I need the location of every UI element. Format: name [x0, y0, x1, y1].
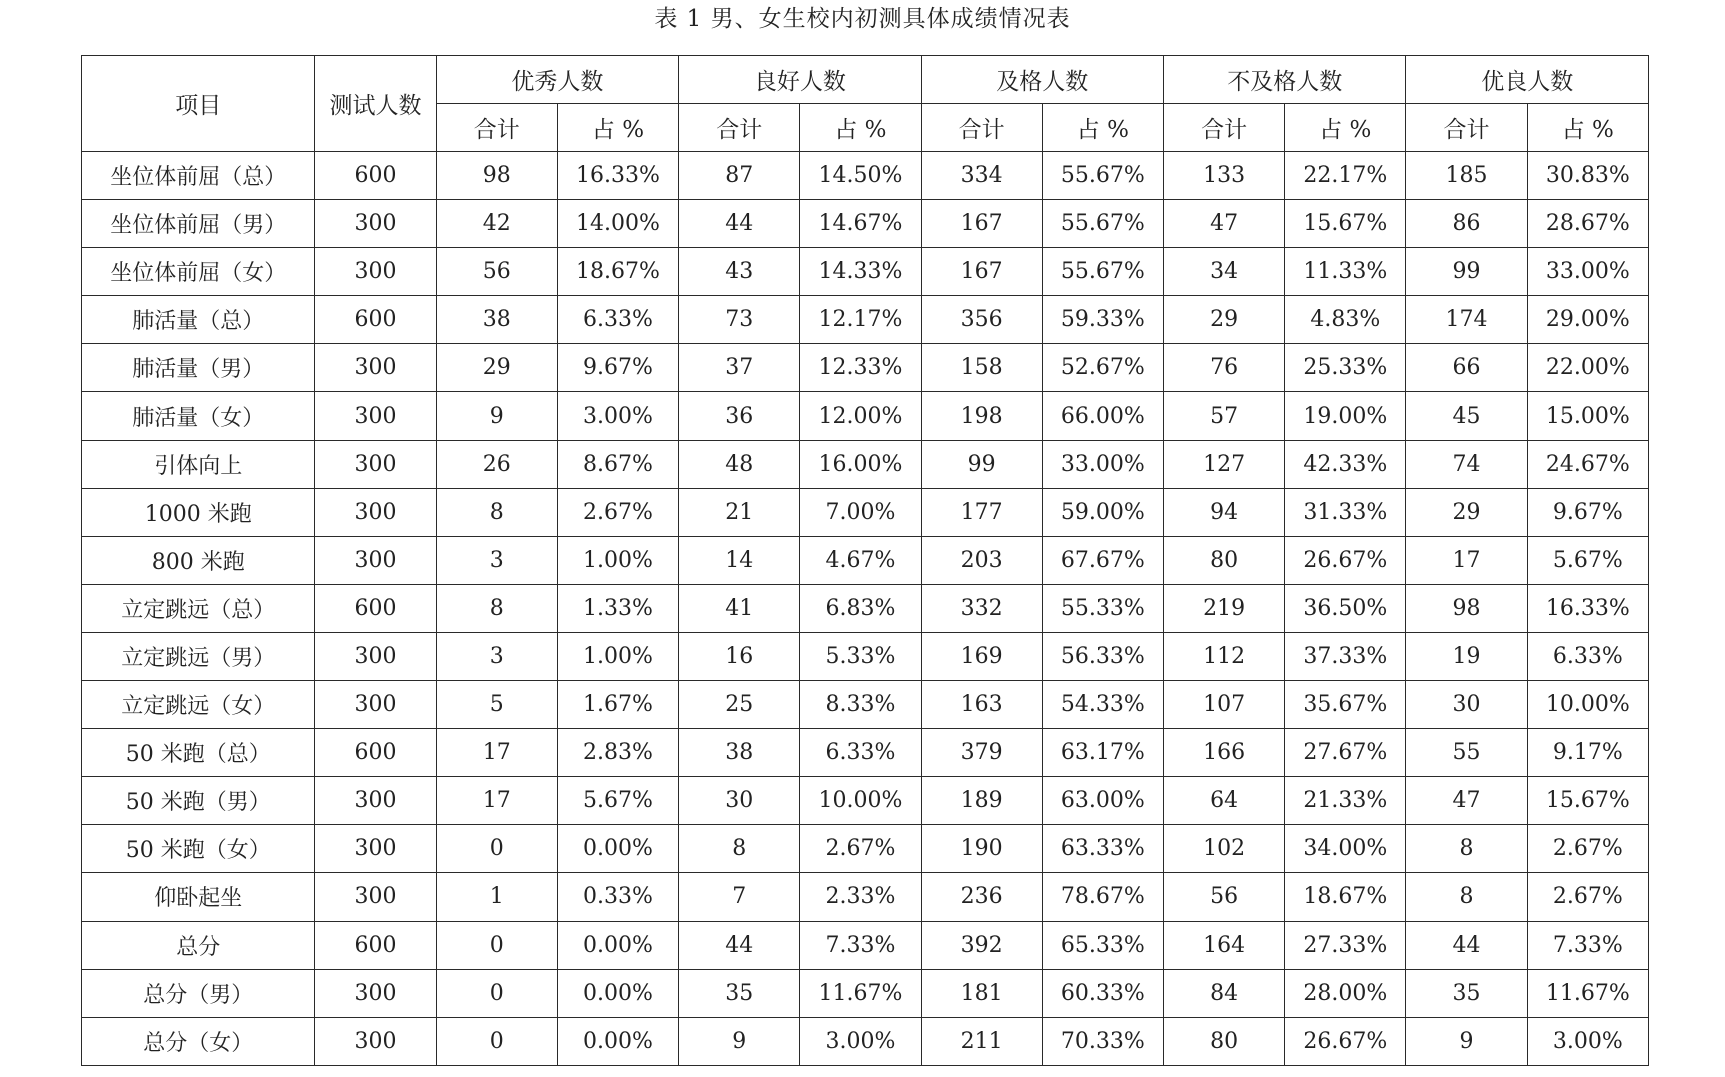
table-row [82, 921, 1649, 969]
cell-fail-pct: 36.50% [1285, 584, 1406, 632]
cell-excellent-pct: 8.67% [557, 440, 678, 488]
cell-fail-pct: 27.33% [1285, 921, 1406, 969]
cell-good-pct: 8.33% [800, 681, 921, 729]
cell-fail-count: 47 [1163, 200, 1284, 248]
cell-excellent-good-count: 74 [1406, 440, 1527, 488]
cell-excellent-count: 26 [436, 440, 557, 488]
cell-excellent-good-pct: 9.67% [1527, 488, 1648, 536]
cell-good-pct: 7.00% [800, 488, 921, 536]
header-sub-pct: 占 % [1527, 104, 1648, 152]
cell-excellent-count: 0 [436, 921, 557, 969]
cell-fail-count: 76 [1163, 344, 1284, 392]
cell-excellent-good-count: 185 [1406, 152, 1527, 200]
cell-item: 50 米跑（男） [82, 777, 315, 825]
cell-pass-pct: 67.67% [1042, 536, 1163, 584]
header-sub-total: 合计 [679, 104, 800, 152]
cell-excellent-good-pct: 11.67% [1527, 969, 1648, 1017]
table-row [82, 681, 1649, 729]
cell-excellent-good-pct: 7.33% [1527, 921, 1648, 969]
table-row [82, 969, 1649, 1017]
cell-fail-pct: 31.33% [1285, 488, 1406, 536]
cell-pass-pct: 59.33% [1042, 296, 1163, 344]
cell-pass-count: 189 [921, 777, 1042, 825]
cell-pass-count: 181 [921, 969, 1042, 1017]
cell-good-count: 21 [679, 488, 800, 536]
cell-excellent-good-pct: 28.67% [1527, 200, 1648, 248]
cell-excellent-good-pct: 5.67% [1527, 536, 1648, 584]
cell-fail-count: 80 [1163, 536, 1284, 584]
cell-good-count: 14 [679, 536, 800, 584]
cell-tested: 300 [315, 392, 436, 440]
table-row [82, 1017, 1649, 1065]
cell-good-pct: 14.50% [800, 152, 921, 200]
table-row [82, 152, 1649, 200]
cell-good-count: 16 [679, 632, 800, 680]
cell-excellent-good-count: 9 [1406, 1017, 1527, 1065]
cell-tested: 300 [315, 1017, 436, 1065]
cell-pass-count: 379 [921, 729, 1042, 777]
cell-good-pct: 4.67% [800, 536, 921, 584]
cell-pass-pct: 59.00% [1042, 488, 1163, 536]
cell-excellent-good-pct: 2.67% [1527, 873, 1648, 921]
cell-item: 肺活量（女） [82, 392, 315, 440]
cell-item: 肺活量（男） [82, 344, 315, 392]
cell-pass-pct: 65.33% [1042, 921, 1163, 969]
cell-item: 50 米跑（总） [82, 729, 315, 777]
cell-pass-count: 392 [921, 921, 1042, 969]
cell-item: 引体向上 [82, 440, 315, 488]
header-sub-pct: 占 % [1285, 104, 1406, 152]
table-row [82, 488, 1649, 536]
cell-excellent-count: 0 [436, 825, 557, 873]
cell-excellent-good-count: 174 [1406, 296, 1527, 344]
cell-pass-pct: 55.33% [1042, 584, 1163, 632]
cell-excellent-count: 1 [436, 873, 557, 921]
cell-excellent-pct: 14.00% [557, 200, 678, 248]
cell-excellent-count: 38 [436, 296, 557, 344]
header-group-good: 良好人数 [679, 56, 921, 104]
table-row [82, 536, 1649, 584]
cell-good-pct: 6.83% [800, 584, 921, 632]
cell-excellent-pct: 0.00% [557, 969, 678, 1017]
cell-excellent-good-pct: 29.00% [1527, 296, 1648, 344]
header-sub-total: 合计 [436, 104, 557, 152]
table-row [82, 248, 1649, 296]
cell-fail-count: 127 [1163, 440, 1284, 488]
cell-good-pct: 2.33% [800, 873, 921, 921]
cell-good-count: 37 [679, 344, 800, 392]
cell-pass-pct: 33.00% [1042, 440, 1163, 488]
cell-tested: 300 [315, 248, 436, 296]
cell-tested: 600 [315, 152, 436, 200]
cell-excellent-good-count: 86 [1406, 200, 1527, 248]
cell-fail-pct: 26.67% [1285, 536, 1406, 584]
table-row [82, 440, 1649, 488]
cell-excellent-pct: 6.33% [557, 296, 678, 344]
cell-item: 肺活量（总） [82, 296, 315, 344]
table-row [82, 729, 1649, 777]
cell-pass-pct: 56.33% [1042, 632, 1163, 680]
cell-item: 总分（女） [82, 1017, 315, 1065]
cell-excellent-count: 17 [436, 729, 557, 777]
cell-fail-count: 80 [1163, 1017, 1284, 1065]
cell-tested: 300 [315, 440, 436, 488]
cell-excellent-good-count: 98 [1406, 584, 1527, 632]
cell-pass-count: 236 [921, 873, 1042, 921]
cell-fail-count: 29 [1163, 296, 1284, 344]
table-row [82, 873, 1649, 921]
cell-good-count: 9 [679, 1017, 800, 1065]
cell-tested: 300 [315, 969, 436, 1017]
cell-pass-count: 332 [921, 584, 1042, 632]
cell-pass-count: 169 [921, 632, 1042, 680]
table-row [82, 584, 1649, 632]
cell-pass-pct: 55.67% [1042, 152, 1163, 200]
cell-pass-pct: 52.67% [1042, 344, 1163, 392]
cell-fail-count: 112 [1163, 632, 1284, 680]
cell-fail-pct: 18.67% [1285, 873, 1406, 921]
cell-good-pct: 12.33% [800, 344, 921, 392]
cell-excellent-pct: 16.33% [557, 152, 678, 200]
cell-good-pct: 12.00% [800, 392, 921, 440]
cell-good-pct: 2.67% [800, 825, 921, 873]
cell-pass-pct: 66.00% [1042, 392, 1163, 440]
cell-excellent-count: 56 [436, 248, 557, 296]
cell-good-pct: 6.33% [800, 729, 921, 777]
cell-tested: 300 [315, 344, 436, 392]
cell-excellent-good-pct: 16.33% [1527, 584, 1648, 632]
cell-excellent-good-count: 47 [1406, 777, 1527, 825]
cell-good-pct: 12.17% [800, 296, 921, 344]
cell-pass-count: 334 [921, 152, 1042, 200]
table-row [82, 777, 1649, 825]
cell-excellent-count: 8 [436, 488, 557, 536]
cell-good-count: 41 [679, 584, 800, 632]
header-group-pass: 及格人数 [921, 56, 1163, 104]
header-group-excellent: 优秀人数 [436, 56, 678, 104]
cell-good-count: 36 [679, 392, 800, 440]
cell-excellent-good-pct: 10.00% [1527, 681, 1648, 729]
cell-fail-count: 133 [1163, 152, 1284, 200]
cell-good-count: 38 [679, 729, 800, 777]
cell-pass-pct: 63.33% [1042, 825, 1163, 873]
cell-fail-count: 107 [1163, 681, 1284, 729]
cell-excellent-count: 9 [436, 392, 557, 440]
cell-excellent-good-pct: 33.00% [1527, 248, 1648, 296]
cell-item: 坐位体前屈（女） [82, 248, 315, 296]
header-item: 项目 [82, 56, 315, 152]
cell-excellent-pct: 1.00% [557, 536, 678, 584]
cell-tested: 300 [315, 200, 436, 248]
cell-pass-count: 198 [921, 392, 1042, 440]
cell-excellent-count: 29 [436, 344, 557, 392]
cell-pass-count: 167 [921, 200, 1042, 248]
cell-good-pct: 5.33% [800, 632, 921, 680]
cell-item: 总分（男） [82, 969, 315, 1017]
cell-item: 坐位体前屈（总） [82, 152, 315, 200]
cell-fail-pct: 37.33% [1285, 632, 1406, 680]
cell-fail-pct: 15.67% [1285, 200, 1406, 248]
cell-fail-pct: 27.67% [1285, 729, 1406, 777]
cell-tested: 300 [315, 536, 436, 584]
header-tested: 测试人数 [315, 56, 436, 152]
header-sub-pct: 占 % [1042, 104, 1163, 152]
cell-fail-pct: 19.00% [1285, 392, 1406, 440]
cell-good-count: 87 [679, 152, 800, 200]
cell-fail-count: 94 [1163, 488, 1284, 536]
cell-excellent-good-count: 66 [1406, 344, 1527, 392]
cell-excellent-good-pct: 6.33% [1527, 632, 1648, 680]
cell-good-count: 7 [679, 873, 800, 921]
table-body [82, 152, 1649, 1066]
cell-excellent-good-count: 19 [1406, 632, 1527, 680]
cell-excellent-good-count: 30 [1406, 681, 1527, 729]
cell-excellent-count: 0 [436, 969, 557, 1017]
header-sub-total: 合计 [921, 104, 1042, 152]
cell-fail-pct: 25.33% [1285, 344, 1406, 392]
cell-good-pct: 10.00% [800, 777, 921, 825]
cell-excellent-good-count: 17 [1406, 536, 1527, 584]
cell-excellent-count: 8 [436, 584, 557, 632]
cell-excellent-good-pct: 24.67% [1527, 440, 1648, 488]
cell-pass-pct: 78.67% [1042, 873, 1163, 921]
cell-fail-count: 84 [1163, 969, 1284, 1017]
cell-excellent-pct: 2.67% [557, 488, 678, 536]
results-table [81, 55, 1649, 1066]
cell-pass-pct: 55.67% [1042, 200, 1163, 248]
cell-item: 800 米跑 [82, 536, 315, 584]
cell-excellent-good-count: 35 [1406, 969, 1527, 1017]
cell-pass-count: 203 [921, 536, 1042, 584]
table-caption: 表 1 男、女生校内初测具体成绩情况表 [654, 6, 1071, 32]
cell-tested: 600 [315, 729, 436, 777]
cell-excellent-good-count: 29 [1406, 488, 1527, 536]
cell-excellent-good-count: 99 [1406, 248, 1527, 296]
cell-pass-pct: 63.00% [1042, 777, 1163, 825]
cell-excellent-good-pct: 15.00% [1527, 392, 1648, 440]
cell-excellent-count: 42 [436, 200, 557, 248]
cell-item: 立定跳远（总） [82, 584, 315, 632]
cell-good-count: 25 [679, 681, 800, 729]
cell-excellent-good-pct: 3.00% [1527, 1017, 1648, 1065]
cell-excellent-good-pct: 30.83% [1527, 152, 1648, 200]
table-row [82, 392, 1649, 440]
cell-item: 立定跳远（男） [82, 632, 315, 680]
cell-fail-count: 102 [1163, 825, 1284, 873]
cell-fail-pct: 26.67% [1285, 1017, 1406, 1065]
cell-tested: 600 [315, 921, 436, 969]
cell-fail-count: 34 [1163, 248, 1284, 296]
cell-tested: 300 [315, 681, 436, 729]
cell-good-count: 43 [679, 248, 800, 296]
cell-fail-pct: 11.33% [1285, 248, 1406, 296]
header-row-groups [82, 56, 1649, 104]
cell-pass-count: 158 [921, 344, 1042, 392]
cell-item: 坐位体前屈（男） [82, 200, 315, 248]
cell-fail-count: 219 [1163, 584, 1284, 632]
cell-excellent-pct: 0.00% [557, 921, 678, 969]
cell-tested: 300 [315, 873, 436, 921]
cell-item: 1000 米跑 [82, 488, 315, 536]
cell-good-pct: 16.00% [800, 440, 921, 488]
cell-excellent-good-count: 8 [1406, 873, 1527, 921]
cell-excellent-pct: 5.67% [557, 777, 678, 825]
cell-good-pct: 3.00% [800, 1017, 921, 1065]
cell-tested: 600 [315, 296, 436, 344]
cell-excellent-pct: 2.83% [557, 729, 678, 777]
cell-good-count: 35 [679, 969, 800, 1017]
cell-good-pct: 11.67% [800, 969, 921, 1017]
cell-excellent-good-count: 8 [1406, 825, 1527, 873]
table-row [82, 200, 1649, 248]
cell-excellent-count: 17 [436, 777, 557, 825]
cell-excellent-count: 5 [436, 681, 557, 729]
cell-pass-count: 99 [921, 440, 1042, 488]
cell-excellent-count: 0 [436, 1017, 557, 1065]
header-sub-total: 合计 [1406, 104, 1527, 152]
table-row [82, 825, 1649, 873]
cell-excellent-count: 3 [436, 536, 557, 584]
cell-excellent-count: 98 [436, 152, 557, 200]
cell-excellent-good-count: 45 [1406, 392, 1527, 440]
cell-pass-count: 177 [921, 488, 1042, 536]
cell-item: 立定跳远（女） [82, 681, 315, 729]
header-sub-total: 合计 [1163, 104, 1284, 152]
cell-excellent-pct: 18.67% [557, 248, 678, 296]
cell-good-pct: 14.67% [800, 200, 921, 248]
cell-excellent-pct: 3.00% [557, 392, 678, 440]
cell-tested: 300 [315, 632, 436, 680]
cell-excellent-pct: 0.00% [557, 1017, 678, 1065]
cell-item: 总分 [82, 921, 315, 969]
cell-item: 50 米跑（女） [82, 825, 315, 873]
cell-excellent-count: 3 [436, 632, 557, 680]
cell-pass-pct: 54.33% [1042, 681, 1163, 729]
cell-good-count: 73 [679, 296, 800, 344]
cell-fail-count: 57 [1163, 392, 1284, 440]
table-row [82, 344, 1649, 392]
cell-excellent-good-count: 55 [1406, 729, 1527, 777]
cell-fail-count: 56 [1163, 873, 1284, 921]
table-row [82, 632, 1649, 680]
cell-pass-pct: 55.67% [1042, 248, 1163, 296]
cell-pass-count: 356 [921, 296, 1042, 344]
cell-fail-count: 166 [1163, 729, 1284, 777]
cell-pass-pct: 70.33% [1042, 1017, 1163, 1065]
cell-fail-pct: 4.83% [1285, 296, 1406, 344]
cell-good-count: 48 [679, 440, 800, 488]
cell-excellent-pct: 1.33% [557, 584, 678, 632]
cell-pass-pct: 63.17% [1042, 729, 1163, 777]
table-row [82, 296, 1649, 344]
cell-good-pct: 7.33% [800, 921, 921, 969]
cell-pass-count: 190 [921, 825, 1042, 873]
cell-excellent-pct: 1.00% [557, 632, 678, 680]
header-sub-pct: 占 % [557, 104, 678, 152]
cell-excellent-pct: 0.33% [557, 873, 678, 921]
cell-pass-count: 167 [921, 248, 1042, 296]
cell-excellent-good-pct: 22.00% [1527, 344, 1648, 392]
cell-fail-pct: 22.17% [1285, 152, 1406, 200]
cell-tested: 300 [315, 488, 436, 536]
header-sub-pct: 占 % [800, 104, 921, 152]
cell-item: 仰卧起坐 [82, 873, 315, 921]
header-group-fail: 不及格人数 [1163, 56, 1405, 104]
cell-excellent-pct: 9.67% [557, 344, 678, 392]
header-group-excellent-good: 优良人数 [1406, 56, 1649, 104]
cell-fail-pct: 42.33% [1285, 440, 1406, 488]
cell-fail-count: 164 [1163, 921, 1284, 969]
cell-pass-pct: 60.33% [1042, 969, 1163, 1017]
cell-excellent-good-count: 44 [1406, 921, 1527, 969]
cell-good-pct: 14.33% [800, 248, 921, 296]
cell-pass-count: 163 [921, 681, 1042, 729]
cell-fail-pct: 21.33% [1285, 777, 1406, 825]
cell-good-count: 30 [679, 777, 800, 825]
cell-tested: 600 [315, 584, 436, 632]
cell-fail-count: 64 [1163, 777, 1284, 825]
cell-excellent-good-pct: 15.67% [1527, 777, 1648, 825]
cell-good-count: 44 [679, 921, 800, 969]
cell-fail-pct: 35.67% [1285, 681, 1406, 729]
cell-good-count: 8 [679, 825, 800, 873]
cell-fail-pct: 34.00% [1285, 825, 1406, 873]
cell-good-count: 44 [679, 200, 800, 248]
cell-tested: 300 [315, 825, 436, 873]
cell-pass-count: 211 [921, 1017, 1042, 1065]
cell-excellent-pct: 1.67% [557, 681, 678, 729]
cell-excellent-pct: 0.00% [557, 825, 678, 873]
cell-excellent-good-pct: 2.67% [1527, 825, 1648, 873]
cell-excellent-good-pct: 9.17% [1527, 729, 1648, 777]
table-header [82, 56, 1649, 152]
cell-fail-pct: 28.00% [1285, 969, 1406, 1017]
cell-tested: 300 [315, 777, 436, 825]
